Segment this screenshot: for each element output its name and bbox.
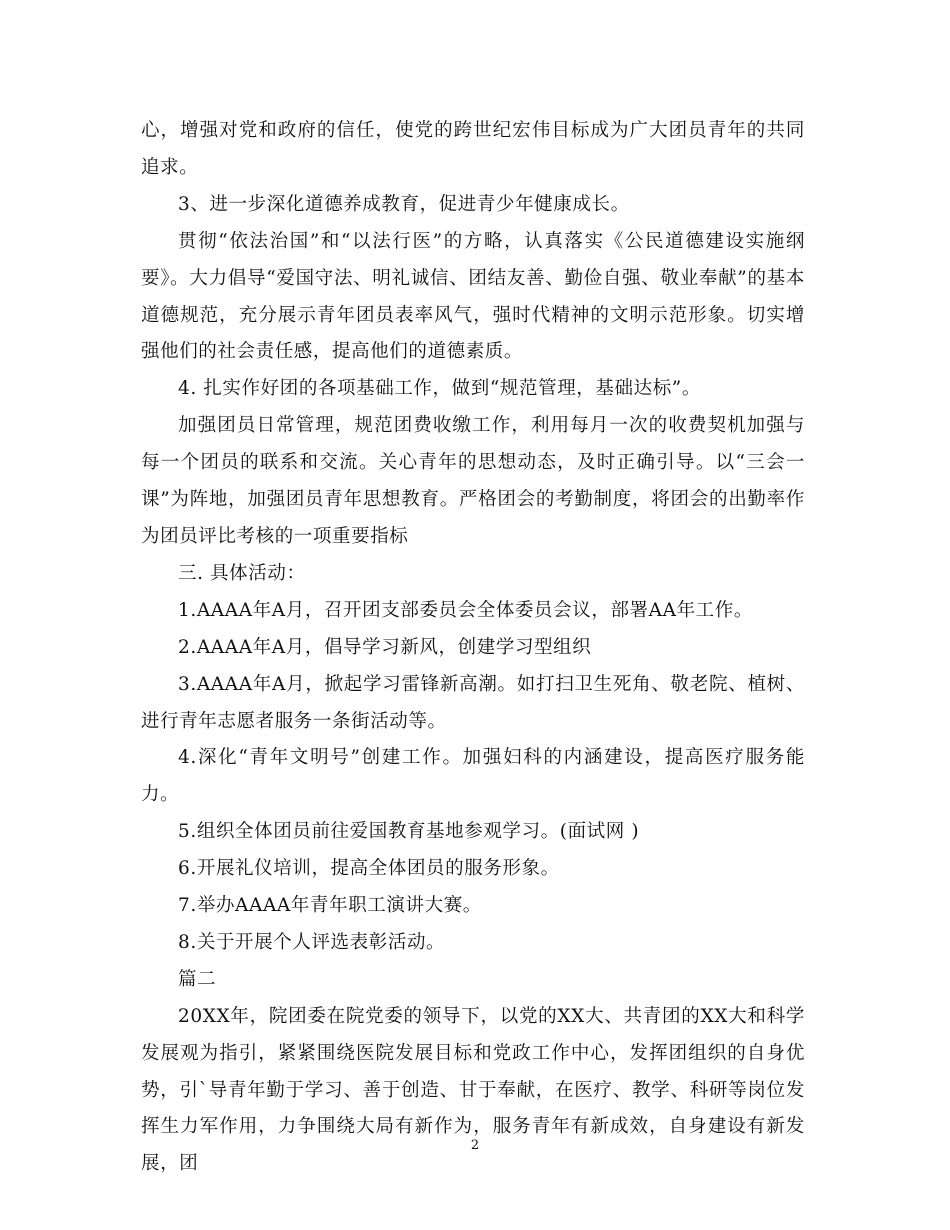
paragraph: 20XX年，院团委在院党委的领导下，以党的XX大、共青团的XX大和科学发展观为指引，紧紧围绕医院发展目标和党政工作中心，发挥团组织的自身优势，引`导青年勤于学习、善于创造、甘于奉献，在医疗、教学、科研等岗位发挥生力军作用，力争围绕大局有新作为，服务青年有新成效，自身建设有新发展，团 (141, 1005, 805, 1175)
list-item: 4.深化“青年文明号”创建工作。加强妇科的内涵建设，提高医疗服务能力。 (141, 747, 805, 806)
list-item: 6.开展礼仪培训，提高全体团员的服务形象。 (178, 858, 560, 880)
paragraph: 加强团员日常管理，规范团费收缴工作，利用每月一次的收费契机加强与每一个团员的联系和交流。关心青年的思想动态，及时正确引导。以“三会一课”为阵地，加强团员青年思想教育。严格团会的考勤制度，将团会的出勤率作为团员评比考核的一项重要指标 (141, 415, 805, 547)
section-heading: 三. 具体活动： (178, 562, 306, 584)
paragraph: 心，增强对党和政府的信任，使党的跨世纪宏伟目标成为广大团员青年的共同追求。 (141, 120, 805, 178)
list-item: 2.AAAA年A月，倡导学习新风，创建学习型组织 (178, 636, 592, 658)
paragraph: 3、进一步深化道德养成教育，促进青少年健康成长。 (178, 193, 630, 215)
paragraph: 4. 扎实作好团的各项基础工作，做到“规范管理，基础达标”。 (178, 378, 701, 400)
list-item: 7.举办AAAA年青年职工演讲大赛。 (178, 895, 482, 917)
list-item: 5.组织全体团员前往爱国教育基地参观学习。(面试网 ) (178, 821, 640, 843)
paragraph: 贯彻“依法治国”和“以法行医”的方略，认真落实《公民道德建设实施纲要》。大力倡导“爱国守法、明礼诚信、团结友善、勤俭自强、敬业奉献”的基本道德规范，充分展示青年团员表率风气，强时代精神的文明示范形象。切实增强他们的社会责任感，提高他们的道德素质。 (141, 230, 805, 363)
page-number: 2 (470, 1138, 480, 1153)
section-heading: 篇二 (178, 968, 217, 990)
body-text (141, 113, 805, 1183)
list-item: 1.AAAA年A月，召开团支部委员会全体委员会议，部署AA年工作。 (178, 599, 753, 621)
list-item: 3.AAAA年A月，掀起学习雷锋新高潮。如打扫卫生死角、敬老院、植树、进行青年志愿者服务一条街活动等。 (141, 673, 805, 732)
list-item: 8.关于开展个人评选表彰活动。 (178, 931, 446, 953)
